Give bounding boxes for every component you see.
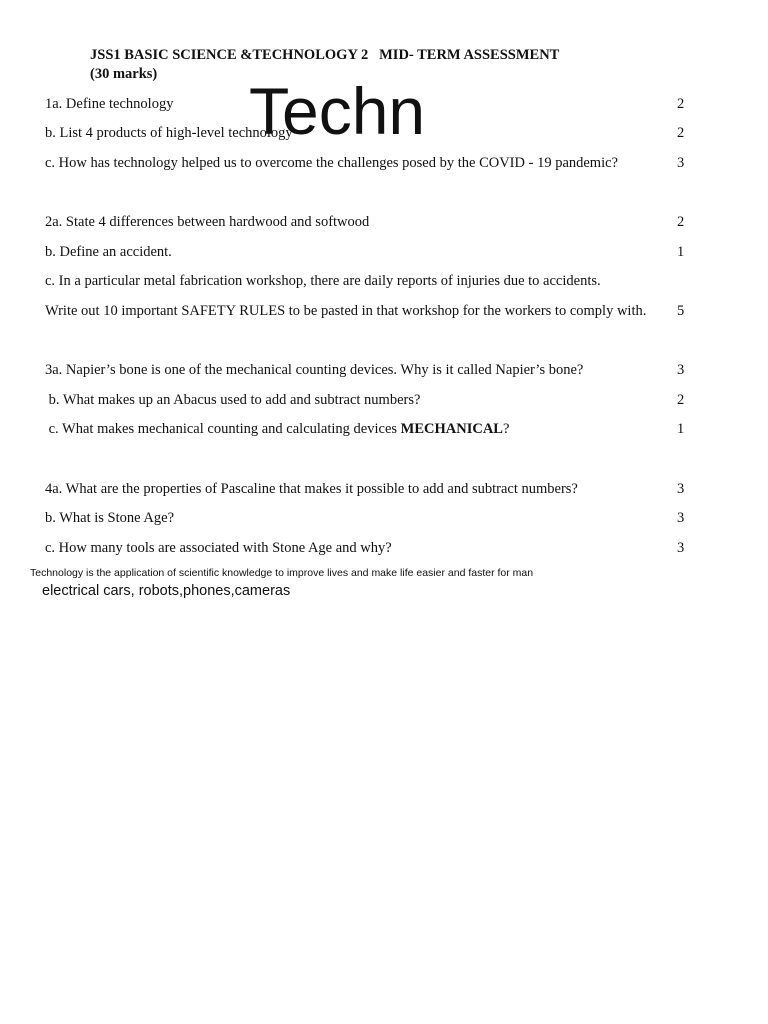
marks-3a: 3 — [677, 362, 685, 378]
question-3a: 3a. Napier’s bone is one of the mechanical counting devices. Why is it called Napier’s bone? — [45, 362, 584, 378]
question-3c-bold: MECHANICAL — [400, 421, 503, 437]
marks-1b: 2 — [677, 125, 685, 141]
question-1c: c. How has technology helped us to overcome the challenges posed by the COVID - 19 pandemic? — [45, 155, 618, 171]
page-title: JSS1 BASIC SCIENCE &TECHNOLOGY 2 MID- TERM ASSESSMENT — [90, 47, 560, 63]
question-3c-text: c. What makes mechanical counting and calculating devices — [45, 421, 401, 437]
answer-line-1: Technology is the application of scientific knowledge to improve lives and make life easier and faster for man — [30, 567, 534, 579]
question-4c: c. How many tools are associated with Stone Age and why? — [45, 540, 392, 556]
marks-4c: 3 — [677, 540, 685, 556]
marks-2b: 1 — [677, 244, 685, 260]
marks-4b: 3 — [677, 510, 685, 526]
question-3c — [45, 421, 509, 438]
question-4b: b. What is Stone Age? — [45, 510, 175, 526]
total-marks: (30 marks) — [90, 66, 158, 82]
question-3c-end: ? — [502, 421, 510, 437]
marks-3c: 1 — [677, 421, 685, 437]
question-2a: 2a. State 4 differences between hardwood and softwood — [45, 214, 370, 230]
marks-4a: 3 — [677, 481, 685, 497]
marks-3b: 2 — [677, 392, 685, 408]
question-1a: 1a. Define technology — [45, 96, 174, 112]
question-2b: b. Define an accident. — [45, 244, 172, 260]
question-3b: b. What makes up an Abacus used to add and subtract numbers? — [45, 392, 421, 408]
question-4a: 4a. What are the properties of Pascaline that makes it possible to add and subtract numbers? — [45, 481, 578, 497]
marks-1c: 3 — [677, 155, 685, 171]
marks-2a: 2 — [677, 214, 685, 230]
marks-1a: 2 — [677, 96, 685, 112]
question-2c-continued: Write out 10 important SAFETY RULES to be pasted in that workshop for the workers to comply with. — [45, 303, 647, 319]
answer-line-2: electrical cars, robots,phones,cameras — [42, 583, 291, 599]
overlay-large-text: Techn — [249, 74, 426, 148]
question-2c: c. In a particular metal fabrication workshop, there are daily reports of injuries due to accidents. — [45, 273, 601, 289]
marks-2c: 5 — [677, 303, 685, 319]
question-1b: b. List 4 products of high-level technology — [45, 125, 293, 141]
